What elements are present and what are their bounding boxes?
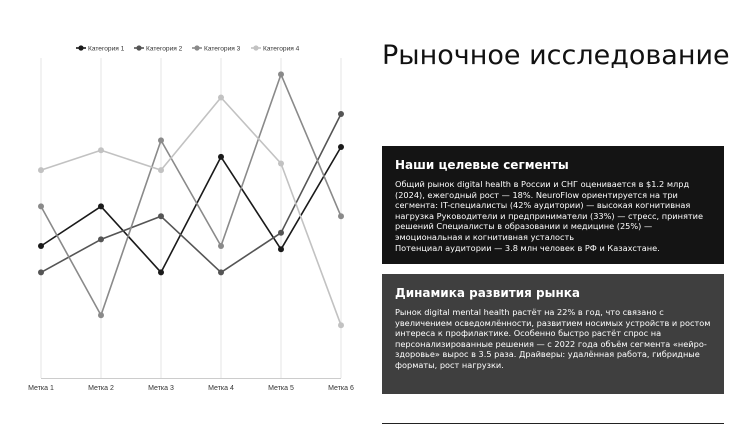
card-heading: Динамика развития рынка <box>395 286 581 300</box>
data-point <box>278 161 284 167</box>
series-line <box>41 147 341 272</box>
data-point <box>38 269 44 275</box>
data-point <box>218 95 224 101</box>
x-axis-labels <box>28 385 354 392</box>
page-title: Рыночное исследование <box>382 40 730 71</box>
data-point <box>98 236 104 242</box>
data-point <box>38 167 44 173</box>
data-point <box>278 71 284 77</box>
card-text: Общий рынок digital health в России и СНГ оценивается в $1.2 млрд (2024), ежегодный рост — 18%. NeuroFlow ориентируется на три сегмента: IT-специалисты (42% аудитории) — высокая когнитивная нагрузка Руководители и предприниматели (33%) — стресс, принятие решений Специалисты в образовании и медицине (25%) — эмоциональная и когнитивная усталость Потенциал аудитории — 3.8 млн человек в РФ и Казахстане. <box>395 179 703 253</box>
data-point <box>158 269 164 275</box>
data-point <box>98 203 104 209</box>
card-text: Рынок digital mental health растёт на 22% в год, что связано с увеличением осведомлённости, развитием носимых устройств и ростом интереса к профилактике. Особенно быстро растёт спрос на персонализированные решения — с 2022 года объём сегмента «нейро-здоровье» вырос в 3.5 раза. Драйверы: удалённая работа, гибридные форматы, рост нагрузки. <box>395 307 711 370</box>
data-point <box>338 144 344 150</box>
x-tick-label: Метка 2 <box>88 385 114 392</box>
data-point <box>278 230 284 236</box>
data-point <box>158 137 164 143</box>
legend-marker <box>194 45 199 50</box>
legend-label: Категория 1 <box>88 45 125 53</box>
data-point <box>338 213 344 219</box>
target-segments-card <box>382 146 724 264</box>
legend-item <box>251 45 300 52</box>
data-point <box>278 246 284 252</box>
series-line <box>41 74 341 315</box>
data-point <box>38 203 44 209</box>
market-dynamics-card <box>382 274 724 394</box>
x-tick-label: Метка 3 <box>148 385 174 392</box>
data-point <box>218 243 224 249</box>
data-point <box>38 243 44 249</box>
line-chart <box>0 0 370 424</box>
chart-grid <box>41 58 341 379</box>
legend-item <box>192 45 241 52</box>
series-line <box>41 98 341 326</box>
legend-label: Категория 3 <box>204 45 241 53</box>
legend-item <box>76 45 125 52</box>
x-tick-label: Метка 1 <box>28 385 54 392</box>
legend-item <box>134 45 183 52</box>
legend-label: Категория 4 <box>263 45 300 53</box>
data-point <box>158 167 164 173</box>
data-point <box>158 213 164 219</box>
legend-marker <box>136 45 141 50</box>
x-tick-label: Метка 5 <box>268 385 294 392</box>
data-point <box>338 111 344 117</box>
data-point <box>98 312 104 318</box>
data-point <box>338 322 344 328</box>
chart-series <box>38 71 344 328</box>
legend-marker <box>78 45 83 50</box>
card-heading: Наши целевые сегменты <box>395 158 569 172</box>
x-tick-label: Метка 4 <box>208 385 234 392</box>
data-point <box>218 154 224 160</box>
legend-label: Категория 2 <box>146 45 183 53</box>
legend-marker <box>253 45 258 50</box>
data-point <box>218 269 224 275</box>
x-tick-label: Метка 6 <box>328 385 354 392</box>
data-point <box>98 147 104 153</box>
chart-legend <box>76 45 300 52</box>
